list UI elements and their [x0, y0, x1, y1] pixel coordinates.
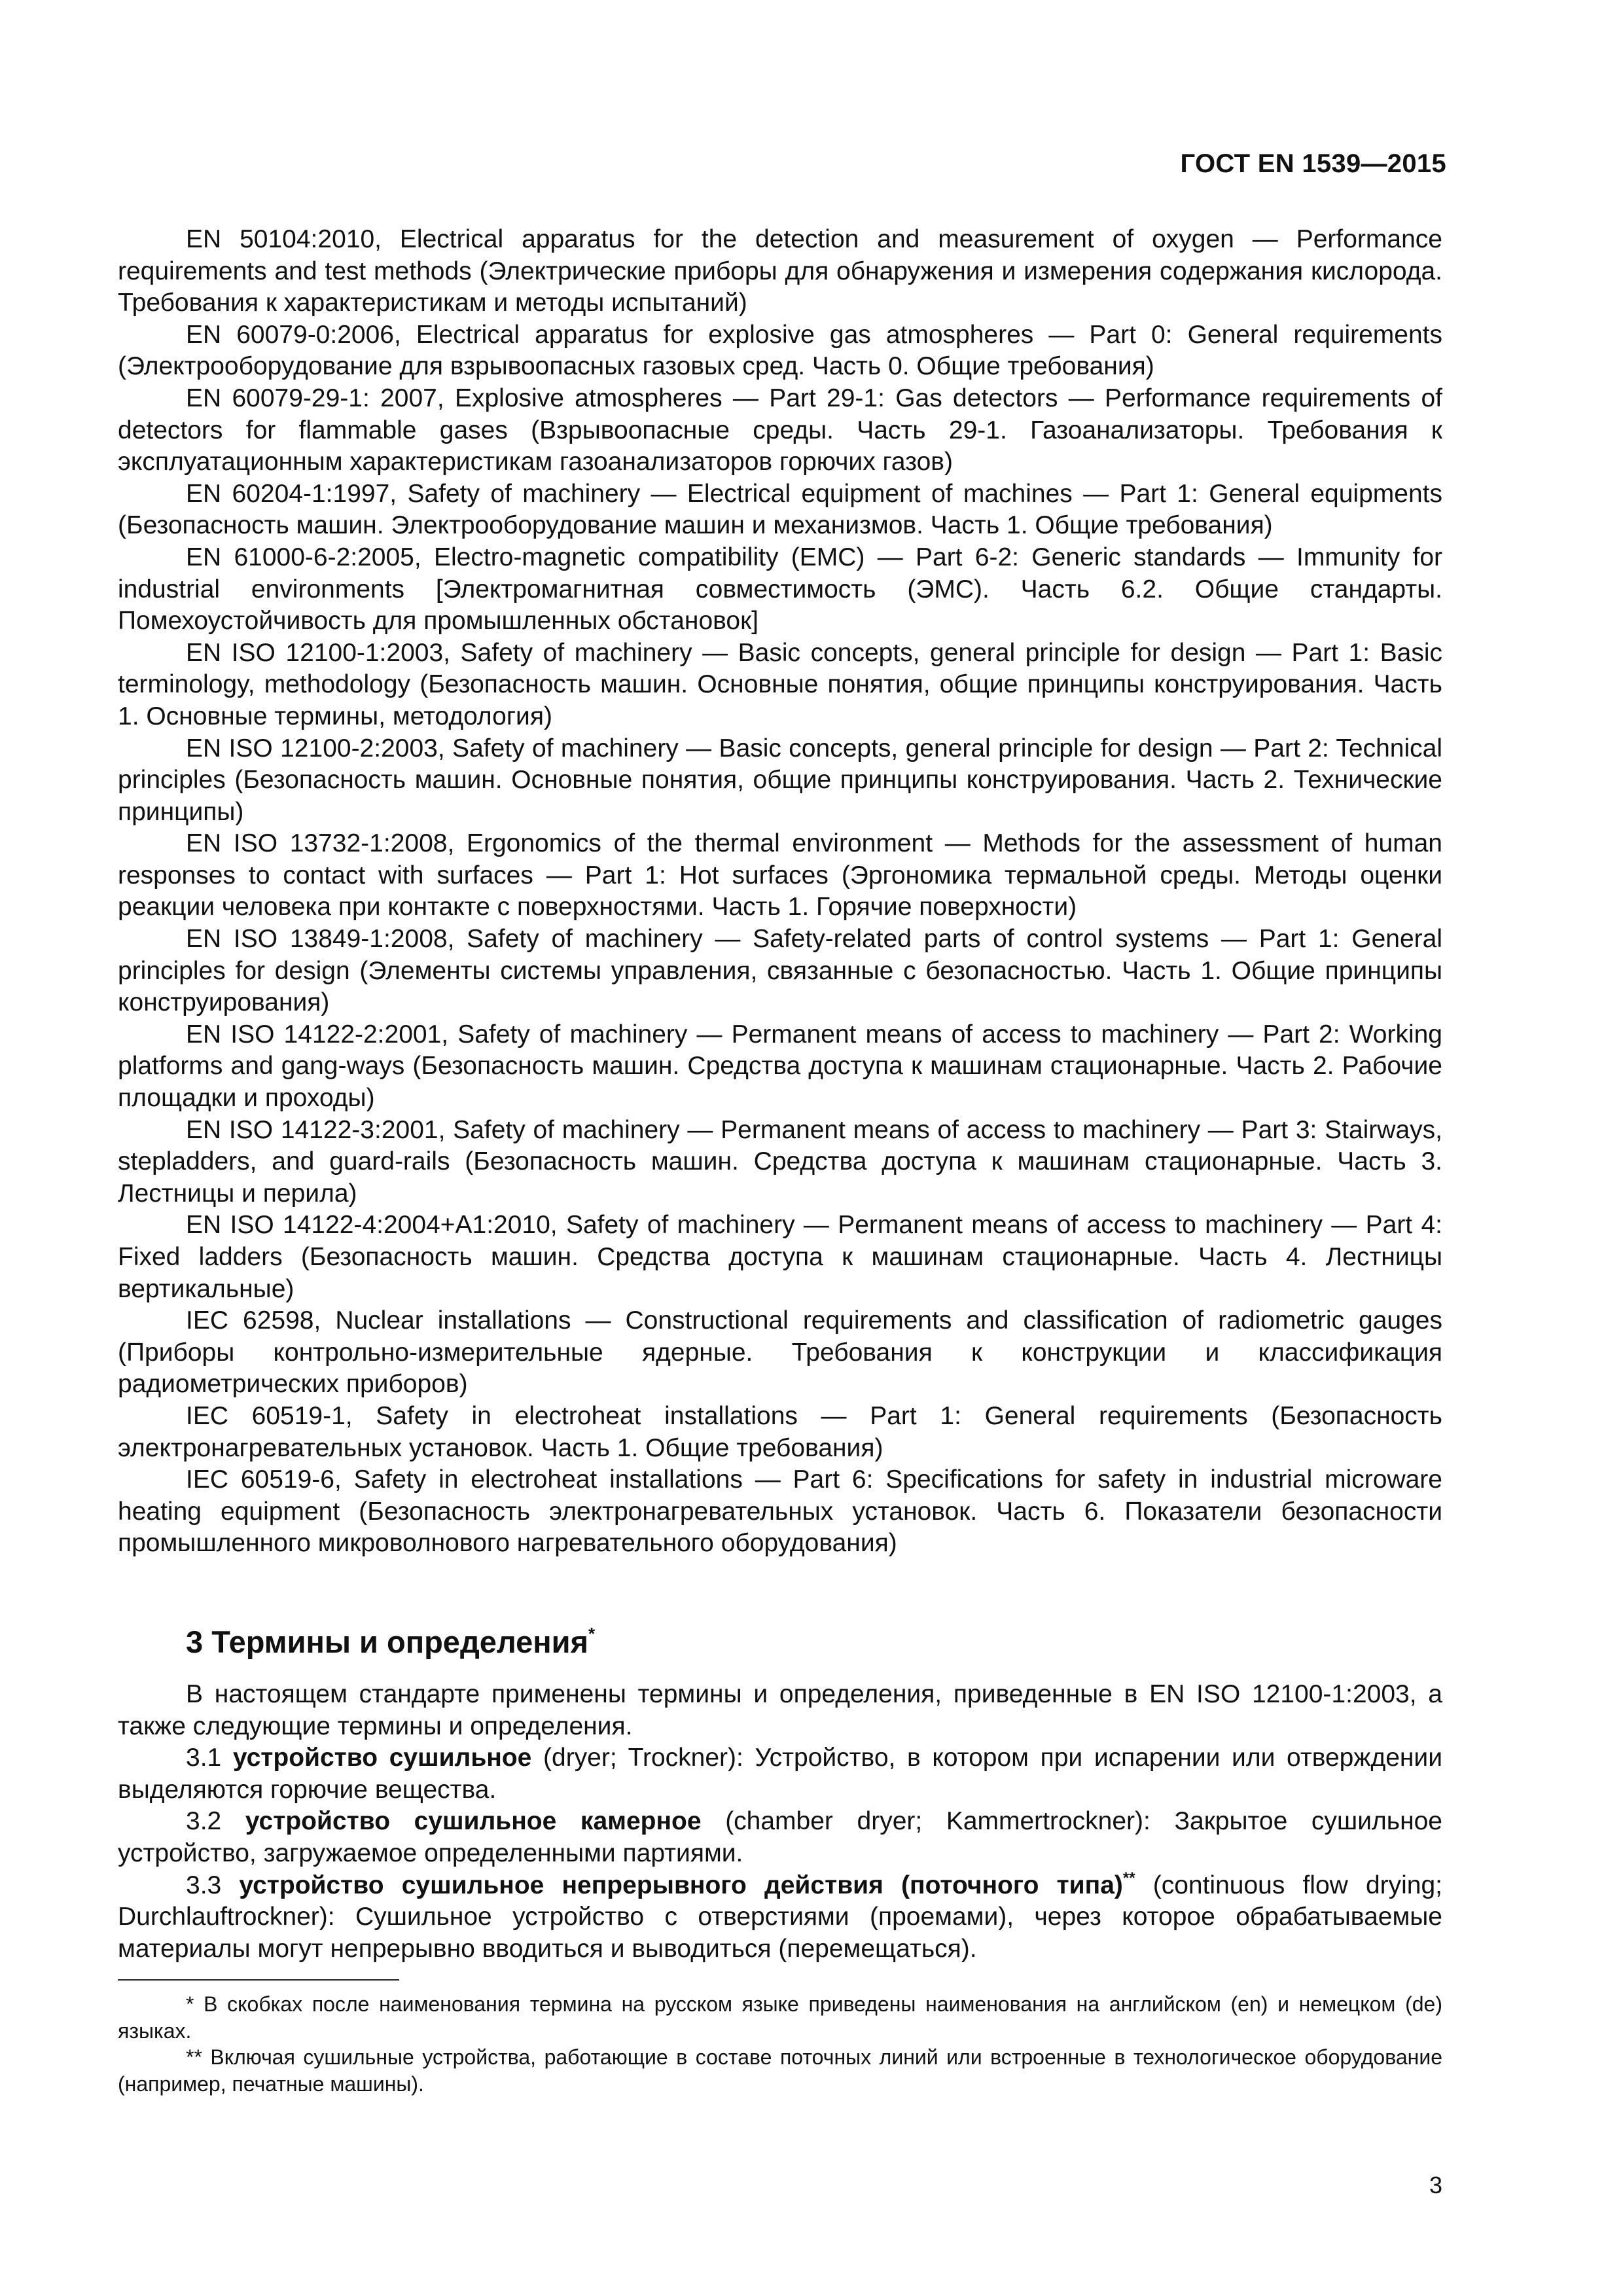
term-number: 3.1	[186, 1744, 222, 1772]
term-name: устройство сушильное	[232, 1744, 532, 1772]
reference-item: EN 60204-1:1997, Safety of machinery — Electrical equipment of machines — Part 1: General equipments (Безопасность машин. Электрооборудование машин и механизмов. Часть 1. Общие требования)	[118, 479, 1442, 540]
terms-section	[118, 1679, 1442, 1965]
term-definition: (chamber dryer; Kammertrockner): Закрытое сушильное устройство, загружаемое определенными партиями.	[118, 1807, 1442, 1867]
reference-item: EN 50104:2010, Electrical apparatus for the detection and measurement of oxygen — Performance requirements and test methods (Электрические приборы для обнаружения и измерения содержания кислорода. Требования к характеристикам и методы испытаний)	[118, 225, 1442, 317]
term-number: 3.3	[186, 1871, 222, 1899]
normative-references-list	[118, 224, 1442, 1560]
reference-item: IEC 60519-1, Safety in electroheat installations — Part 1: General requirements (Безопасность электронагревательных установок. Часть 1. Общие требования)	[118, 1401, 1442, 1462]
section-title-text: 3 Термины и определения	[186, 1624, 588, 1659]
section-intro: В настоящем стандарте применены термины и определения, приведенные в EN ISO 12100-1:2003, а также следующие термины и определения.	[118, 1679, 1442, 1740]
reference-item: EN ISO 13732-1:2008, Ergonomics of the thermal environment — Methods for the assessment of human responses to contact with surfaces — Part 1: Hot surfaces (Эргономика термальной среды. Методы оценки реакции человека при контакте с поверхностями. Часть 1. Горячие поверхности)	[118, 829, 1442, 922]
term-name: устройство сушильное камерное	[245, 1807, 702, 1836]
reference-item: EN ISO 12100-2:2003, Safety of machinery — Basic concepts, general principle for design — Part 2: Technical principles (Безопасность машин. Основные понятия, общие принципы конструирования. Часть 2. Технические принципы)	[118, 734, 1442, 826]
reference-item: EN ISO 14122-3:2001, Safety of machinery — Permanent means of access to machinery — Part 3: Stairways, stepladders, and guard-rails (Безопасность машин. Средства доступа к машинам стационарные. Часть 3. Лестницы и перила)	[118, 1115, 1442, 1208]
reference-item: EN ISO 14122-2:2001, Safety of machinery — Permanent means of access to machinery — Part 2: Working platforms and gang-ways (Безопасность машин. Средства доступа к машинам стационарные. Часть 2. Рабочие площадки и проходы)	[118, 1020, 1442, 1113]
term-entry	[118, 1870, 1442, 1965]
page-number: 3	[1429, 2172, 1442, 2198]
reference-item: EN ISO 14122-4:2004+A1:2010, Safety of machinery — Permanent means of access to machinery — Part 4: Fixed ladders (Безопасность машин. Средства доступа к машинам стационарные. Часть 4. Лестницы вертикальные)	[118, 1211, 1442, 1303]
footnote-mark: **	[1122, 1869, 1135, 1887]
reference-item: EN ISO 12100-1:2003, Safety of machinery — Basic concepts, general principle for design — Part 1: Basic terminology, methodology (Безопасность машин. Основные понятия, общие принципы конструирования. Часть 1. Основные термины, методология)	[118, 638, 1442, 730]
footnote-mark: *	[588, 1623, 596, 1643]
footnote: * В скобках после наименования термина на русском языке приведены наименования на английском (en) и немецком (de) языках.	[118, 1992, 1442, 2043]
term-definition: (continuous flow drying; Durchlauftrockner): Сушильное устройство с отверстиями (проемами), через которое обрабатываемые материалы могут непрерывно вводиться и выводиться (перемещаться).	[118, 1871, 1442, 1963]
footnotes	[118, 1991, 1442, 2097]
reference-item: EN 60079-29-1: 2007, Explosive atmospheres — Part 29-1: Gas detectors — Performance requirements of detectors for flammable gases (Взрывоопасные среды. Часть 29-1. Газоанализаторы. Требования к эксплуатационным характеристикам газоанализаторов горючих газов)	[118, 384, 1442, 476]
term-number: 3.2	[186, 1807, 222, 1836]
reference-item: EN ISO 13849-1:2008, Safety of machinery — Safety-related parts of control systems — Part 1: General principles for design (Элементы системы управления, связанные с безопасностью. Часть 1. Общие принципы конструирования)	[118, 925, 1442, 1017]
term-entry	[118, 1806, 1442, 1869]
term-name: устройство сушильное непрерывного действия (поточного типа)	[239, 1871, 1123, 1899]
footnote: ** Включая сушильные устройства, работающие в составе поточных линий или встроенные в технологическое оборудование (например, печатные машины).	[118, 2045, 1442, 2096]
section-title	[186, 1623, 1442, 1662]
term-entry	[118, 1742, 1442, 1806]
page-content	[118, 224, 1442, 2097]
reference-item: EN 60079-0:2006, Electrical apparatus for explosive gas atmospheres — Part 0: General requirements (Электрооборудование для взрывоопасных газовых сред. Часть 0. Общие требования)	[118, 320, 1442, 381]
term-definition: (dryer; Trockner): Устройство, в котором при испарении или отверждении выделяются горючие вещества.	[118, 1744, 1442, 1804]
reference-item: IEC 60519-6, Safety in electroheat installations — Part 6: Specifications for safety in industrial microware heating equipment (Безопасность электронагревательных установок. Часть 6. Показатели безопасности промышленного микроволнового нагревательного оборудования)	[118, 1465, 1442, 1558]
reference-item: IEC 62598, Nuclear installations — Constructional requirements and classification of radiometric gauges (Приборы контрольно-измерительные ядерные. Требования к конструкции и классификация радиометрических приборов)	[118, 1306, 1442, 1399]
document-header: ГОСТ EN 1539—2015	[1180, 149, 1446, 178]
reference-item: EN 61000-6-2:2005, Electro-magnetic compatibility (EMC) — Part 6-2: Generic standards — Immunity for industrial environments [Электромагнитная совместимость (ЭМС). Часть 6.2. Общие стандарты. Помехоустойчивость для промышленных обстановок]	[118, 543, 1442, 636]
footnote-divider	[118, 1979, 399, 1981]
